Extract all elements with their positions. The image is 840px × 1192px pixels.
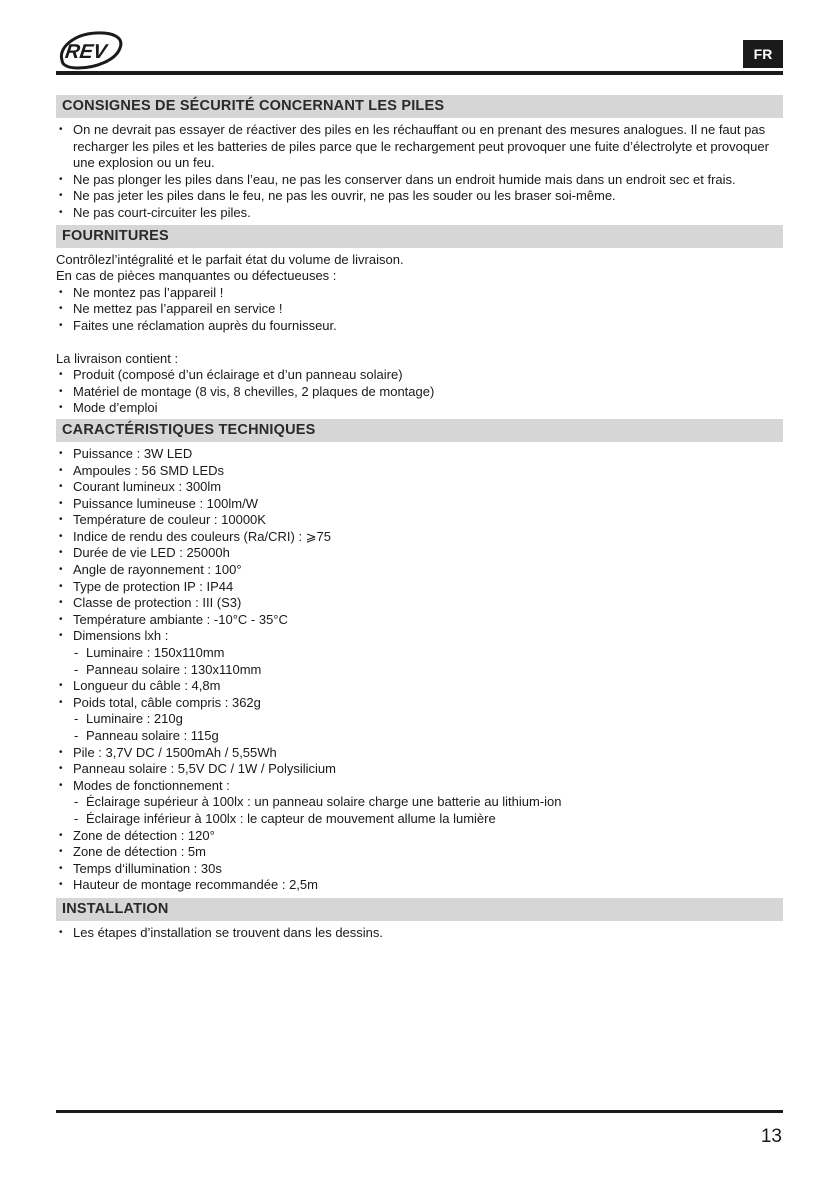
spec-item: • Type de protection IP : IP44: [56, 579, 783, 596]
list-item: • Faites une réclamation auprès du fournisseur.: [56, 318, 783, 335]
spec-item: • Température de couleur : 10000K: [56, 512, 783, 529]
spec-item: • Durée de vie LED : 25000h: [56, 545, 783, 562]
spec-item: • Angle de rayonnement : 100°: [56, 562, 783, 579]
section-heading-installation: INSTALLATION: [56, 898, 783, 921]
spec-subitem: - Luminaire : 210g: [56, 711, 783, 728]
delivery-label: La livraison contient :: [56, 350, 179, 366]
list-item: • Ne pas court-circuiter les piles.: [56, 205, 783, 222]
spec-item: • Puissance lumineuse : 100lm/W: [56, 496, 783, 513]
page-number: 13: [760, 1126, 782, 1147]
supplies-intro-missing: En cas de pièces manquantes ou défectueuses :: [56, 268, 337, 284]
spec-item: • Courant lumineux : 300lm: [56, 479, 783, 496]
page-content: [56, 94, 783, 942]
list-item: • Produit (composé d’un éclairage et d’un panneau solaire): [56, 367, 783, 384]
spec-item: • Ampoules : 56 SMD LEDs: [56, 463, 783, 480]
spec-item: • Pile : 3,7V DC / 1500mAh / 5,55Wh: [56, 745, 783, 762]
spec-item: • Hauteur de montage recommandée : 2,5m: [56, 877, 783, 894]
spec-item: • Indice de rendu des couleurs (Ra/CRI) : ⩾75: [56, 529, 783, 546]
spec-subitem: - Panneau solaire : 130x110mm: [56, 662, 783, 679]
spec-subitem: - Éclairage supérieur à 100lx : un panneau solaire charge une batterie au lithium-ion: [56, 794, 783, 811]
installation-list: [56, 925, 783, 942]
spec-item: • Poids total, câble compris : 362g: [56, 695, 783, 712]
list-item: • Matériel de montage (8 vis, 8 chevilles, 2 plaques de montage): [56, 384, 783, 401]
list-item: • Ne mettez pas l’appareil en service !: [56, 301, 783, 318]
list-item: • Mode d’emploi: [56, 400, 783, 417]
section-heading-supplies: FOURNITURES: [56, 225, 783, 248]
list-item: • On ne devrait pas essayer de réactiver des piles en les réchauffant ou en prenant des mesures analogues. Il ne faut pas recharger les piles et les batteries de piles parce que le rechargement peut provoquer une fuite d’électrolyte et provoquer une explosion ou un feu.: [56, 122, 783, 172]
language-badge: FR: [743, 40, 783, 68]
supplies-intro: Contrôlezl’intégralité et le parfait état du volume de livraison.: [56, 251, 404, 267]
spec-item: • Température ambiante : -10°C - 35°C: [56, 612, 783, 629]
spec-subitem: - Éclairage inférieur à 100lx : le capteur de mouvement allume la lumière: [56, 811, 783, 828]
spec-item: • Classe de protection : III (S3): [56, 595, 783, 612]
spec-item: • Dimensions lxh :: [56, 628, 783, 645]
svg-text:REV: REV: [63, 41, 108, 63]
list-item: • Ne pas jeter les piles dans le feu, ne pas les ouvrir, ne pas les souder ou les braser soi-même.: [56, 188, 783, 205]
header-rule: [56, 71, 783, 75]
page-header: [56, 28, 783, 74]
spec-subitem: - Luminaire : 150x110mm: [56, 645, 783, 662]
spec-item: • Modes de fonctionnement :: [56, 778, 783, 795]
spec-subitem: - Panneau solaire : 115g: [56, 728, 783, 745]
list-item: • Les étapes d’installation se trouvent dans les dessins.: [56, 925, 783, 942]
section-heading-safety: CONSIGNES DE SÉCURITÉ CONCERNANT LES PILES: [56, 95, 783, 118]
section-heading-specs: CARACTÉRISTIQUES TECHNIQUES: [56, 419, 783, 442]
list-item: • Ne montez pas l’appareil !: [56, 285, 783, 302]
spec-item: • Longueur du câble : 4,8m: [56, 678, 783, 695]
spec-item: • Zone de détection : 5m: [56, 844, 783, 861]
safety-list: [56, 122, 783, 222]
list-item: • Ne pas plonger les piles dans l’eau, ne pas les conserver dans un endroit humide mais dans un endroit sec et frais.: [56, 172, 783, 189]
spec-item: • Zone de détection : 120°: [56, 828, 783, 845]
supplies-list: [56, 285, 783, 335]
rev-logo: [56, 30, 124, 70]
spec-item: • Temps d‘illumination : 30s: [56, 861, 783, 878]
specs-list: [56, 446, 783, 894]
spec-item: • Panneau solaire : 5,5V DC / 1W / Polysilicium: [56, 761, 783, 778]
delivery-list: [56, 367, 783, 417]
spec-item: • Puissance : 3W LED: [56, 446, 783, 463]
footer-rule: [56, 1110, 783, 1113]
